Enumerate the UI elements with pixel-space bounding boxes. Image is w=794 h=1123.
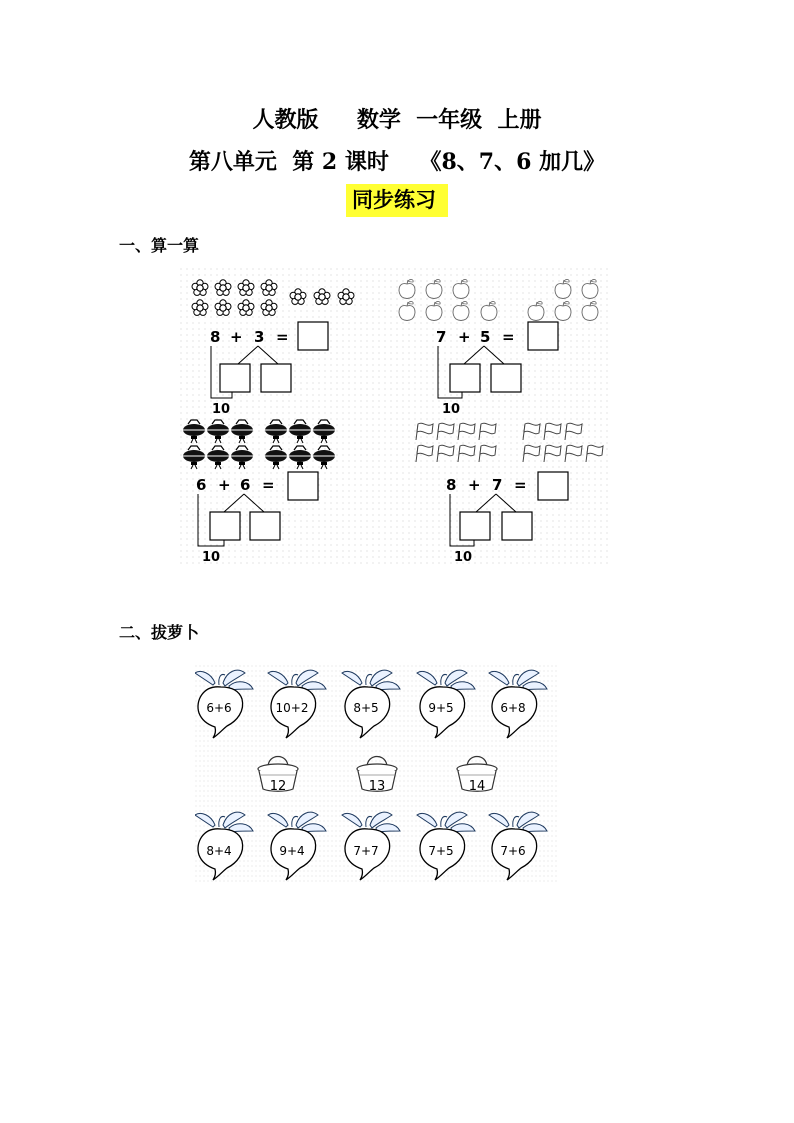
q2-ten-label: 10 (442, 402, 461, 417)
q1-split-box-2[interactable] (261, 364, 291, 392)
q1-equals: = (276, 328, 289, 346)
radish-label: 6+6 (206, 701, 232, 715)
q2-split-box-1[interactable] (450, 364, 480, 392)
q4-addend-a: 8 (446, 476, 457, 494)
radish-label: 8+5 (353, 701, 379, 715)
document-title: 人教版 数学 一年级 上册 (252, 107, 542, 133)
section-title-calculate: 一、算一算 (119, 236, 200, 255)
radish-label: 7+7 (353, 844, 379, 858)
radish-panel (195, 665, 557, 885)
radish-label: 9+4 (279, 844, 305, 858)
q3-addend-b: 6 (240, 476, 251, 494)
q4-operator: + (468, 476, 481, 494)
q1-operator: + (230, 328, 243, 346)
exercise-panel (180, 268, 612, 564)
q4-split-box-1[interactable] (460, 512, 490, 540)
q1-addend-b: 3 (254, 328, 265, 346)
radish-label: 7+6 (500, 844, 526, 858)
q2-answer-box[interactable] (528, 322, 558, 350)
q2-equals: = (502, 328, 515, 346)
q1-split-box-1[interactable] (220, 364, 250, 392)
q4-addend-b: 7 (492, 476, 503, 494)
q4-ten-label: 10 (454, 550, 473, 564)
q1-answer-box[interactable] (298, 322, 328, 350)
q1-addend-a: 8 (210, 328, 221, 346)
radish-label: 10+2 (275, 701, 309, 715)
q4-equals: = (514, 476, 527, 494)
section-title-pull-radish: 二、拔萝卜 (119, 623, 200, 642)
q3-ten-label: 10 (202, 550, 221, 564)
basket-number: 14 (468, 779, 486, 794)
q4-split-box-2[interactable] (502, 512, 532, 540)
radish-label: 9+5 (428, 701, 454, 715)
radish-label: 7+5 (428, 844, 454, 858)
q1-ten-label: 10 (212, 402, 231, 417)
q2-addend-b: 5 (480, 328, 491, 346)
q2-operator: + (458, 328, 471, 346)
q2-addend-a: 7 (436, 328, 447, 346)
q3-equals: = (262, 476, 275, 494)
radish-label: 8+4 (206, 844, 232, 858)
q2-split-box-2[interactable] (491, 364, 521, 392)
q3-addend-a: 6 (196, 476, 207, 494)
basket-number: 12 (269, 779, 287, 794)
q3-split-box-1[interactable] (210, 512, 240, 540)
radish-label: 6+8 (500, 701, 526, 715)
basket-number: 13 (368, 779, 386, 794)
q3-operator: + (218, 476, 231, 494)
q3-split-box-2[interactable] (250, 512, 280, 540)
practice-badge: 同步练习 (346, 184, 448, 217)
lesson-title: 第八单元 第 2 课时 《8、7、6 加几》 (188, 149, 606, 175)
q4-answer-box[interactable] (538, 472, 568, 500)
q3-answer-box[interactable] (288, 472, 318, 500)
